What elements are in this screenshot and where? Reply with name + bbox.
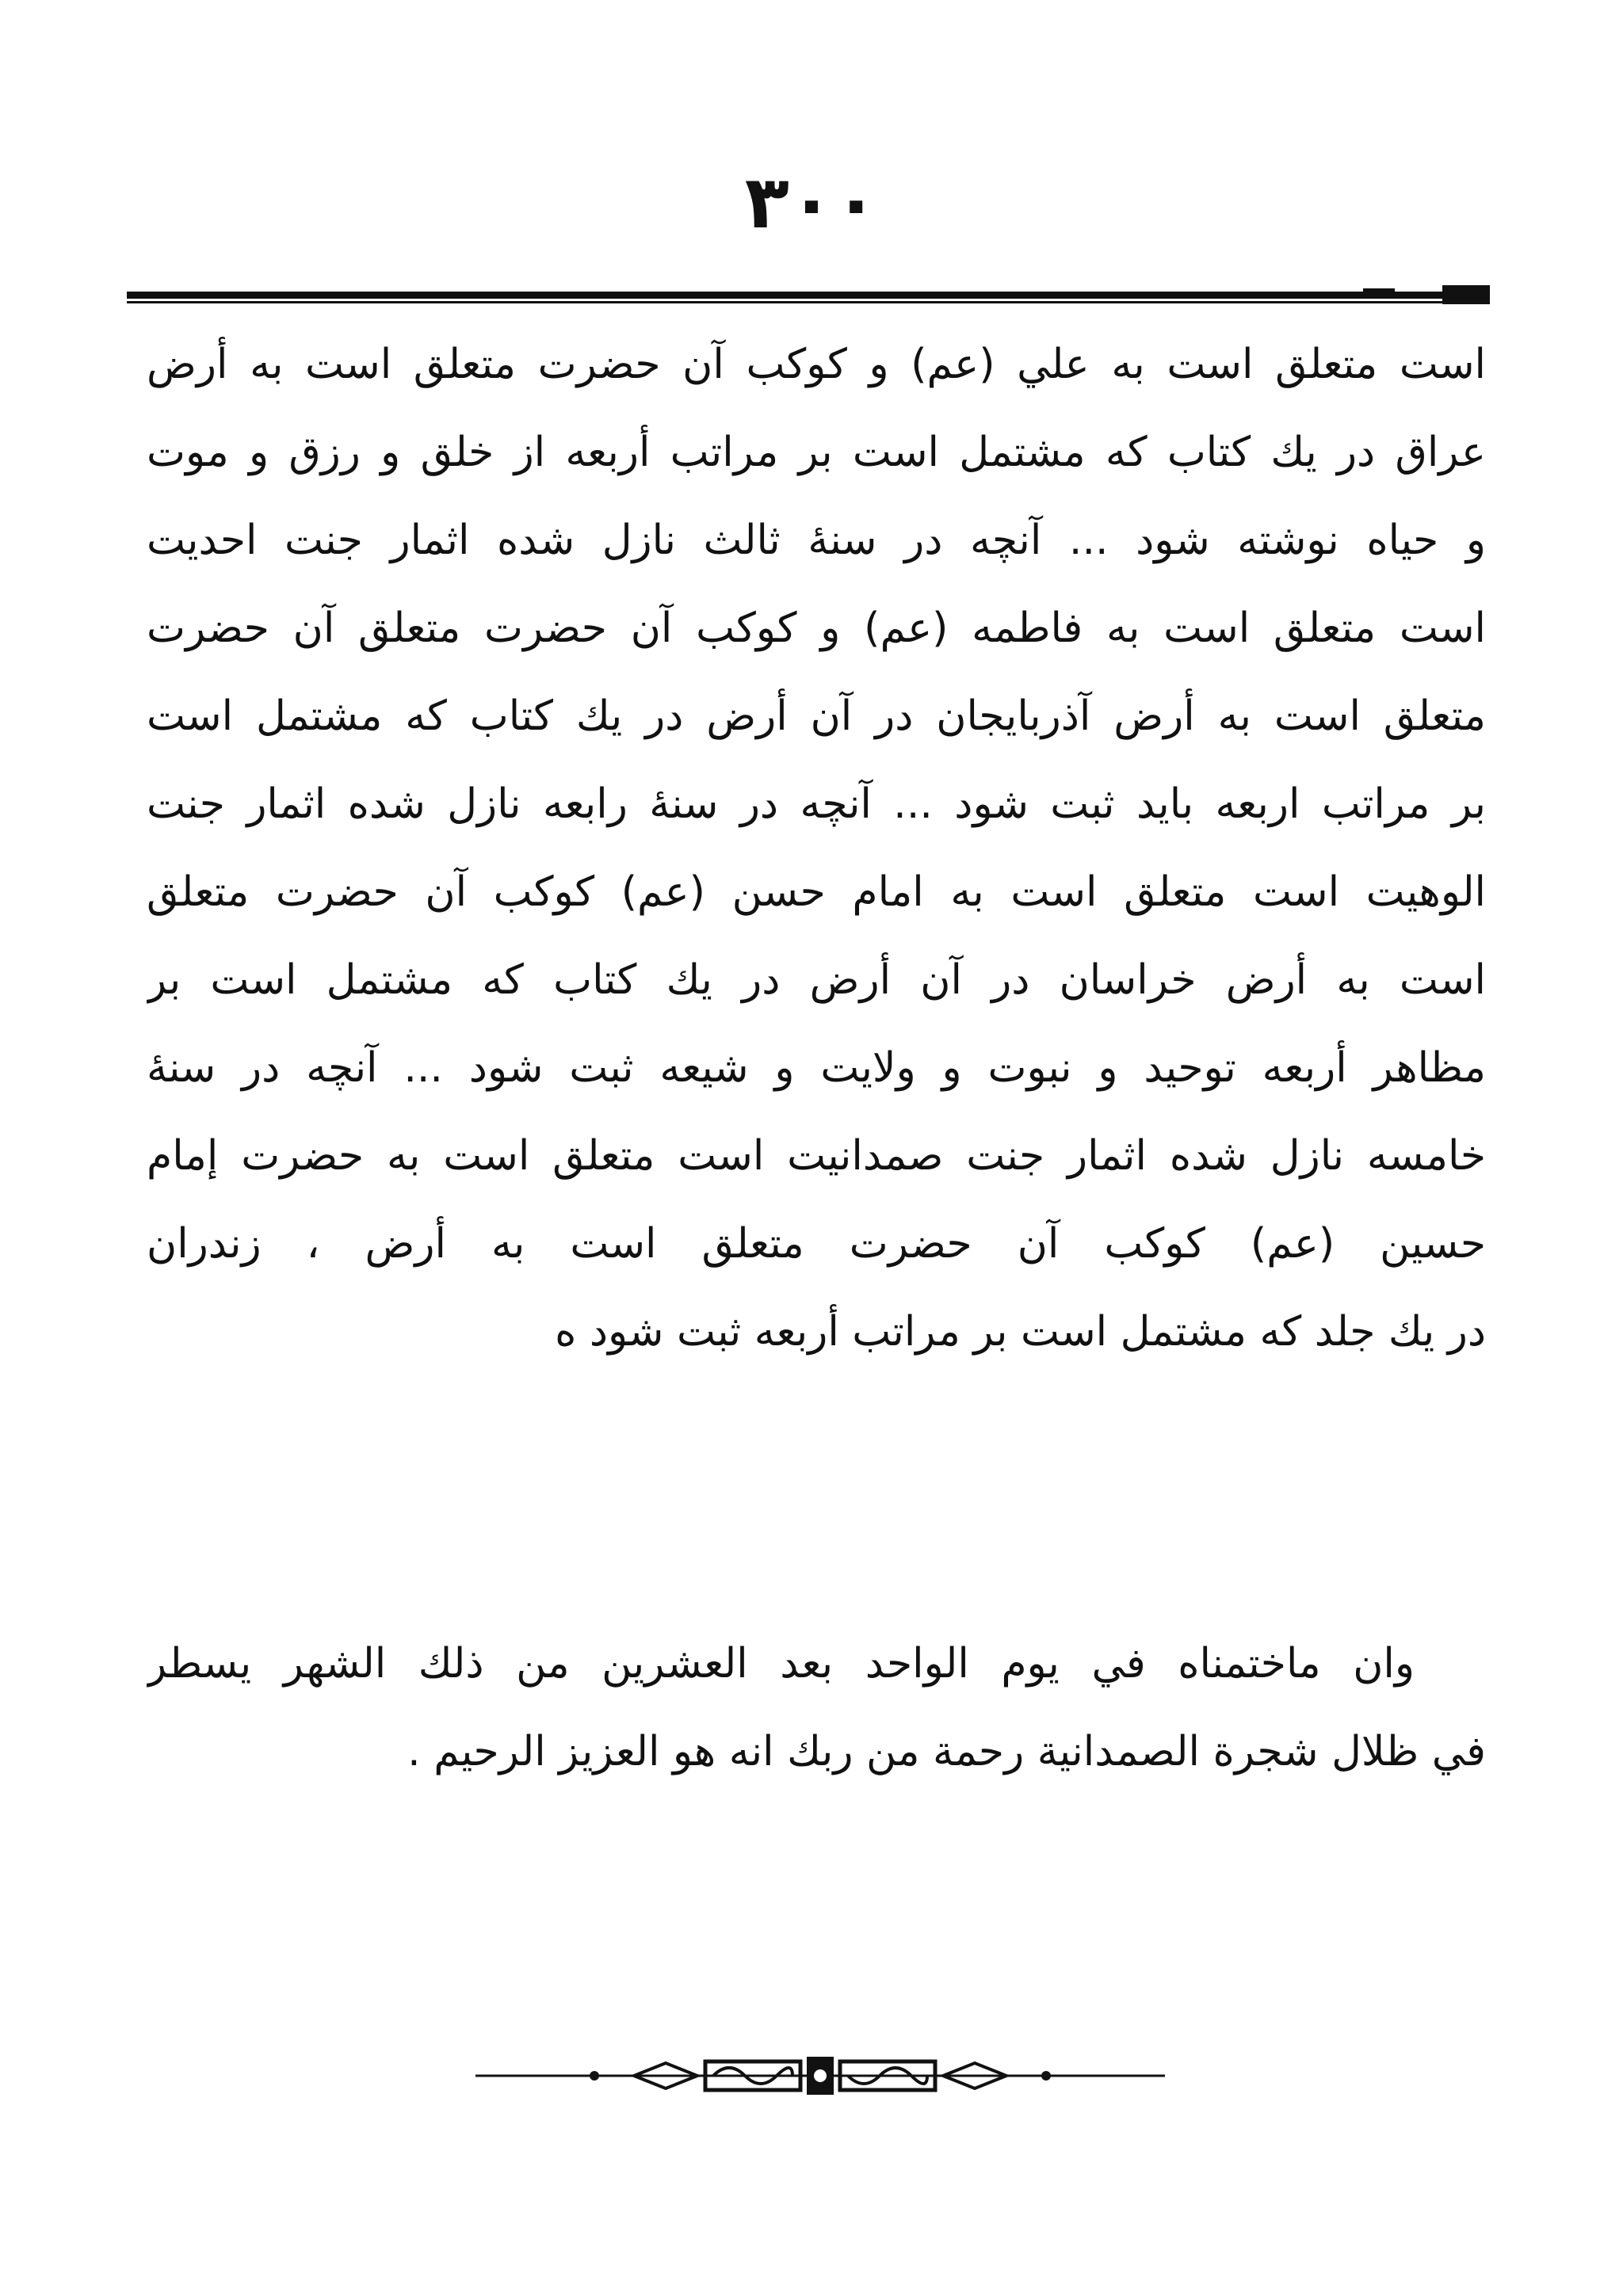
closing-line: وان ماختمناه في يوم الواحد بعد العشرين من ذلك الشهر يسطر [147,1640,1415,1688]
text-line: در يك جلد که مشتمل است بر مراتب أربعه ثبت شود ه [555,1308,1486,1356]
text-line: متعلق است به أرض آذربايجان در آن أرض در يك کتاب که مشتمل است [147,692,1486,740]
header-rule [127,285,1490,309]
closing-line: في ظلال شجرة الصمدانية رحمة من ربك انه هو العزيز الرحيم . [407,1728,1486,1775]
page-number: ٣٠٠ [744,160,879,245]
text-line: خامسه نازل شده اثمار جنت صمدانيت است متعلق است به حضرت إمام [147,1132,1486,1180]
text-line: و حياه نوشته شود ... آنچه در سنهٔ ثالث نازل شده اثمار جنت احديت [147,517,1486,564]
text-line: بر مراتب اربعه بايد ثبت شود ... آنچه در سنهٔ رابعه نازل شده اثمار جنت [147,780,1486,828]
text-line: عراق در يك کتاب که مشتمل است بر مراتب أربعه از خلق و رزق و موت [147,429,1486,476]
text-line: است متعلق است به علي (عم) و کوکب آن حضرت متعلق است به أرض [147,341,1486,388]
text-line: مظاهر أربعه توحيد و نبوت و ولايت و شيعه ثبت شود ... آنچه در سنهٔ [147,1044,1486,1092]
body-text [147,321,1486,1376]
text-line: حسين (عم) کوکب آن حضرت متعلق است به أرض ، زندران [147,1220,1486,1268]
closing-paragraph [147,1620,1486,1796]
text-line: است متعلق است به فاطمه (عم) و کوکب آن حضرت متعلق آن حضرت [147,605,1486,652]
end-ornament [475,2052,1165,2100]
text-line: است به أرض خراسان در آن أرض در يك کتاب که مشتمل است بر [147,956,1486,1004]
text-line: الوهيت است متعلق است به امام حسن (عم) کوکب آن حضرت متعلق [147,868,1486,916]
